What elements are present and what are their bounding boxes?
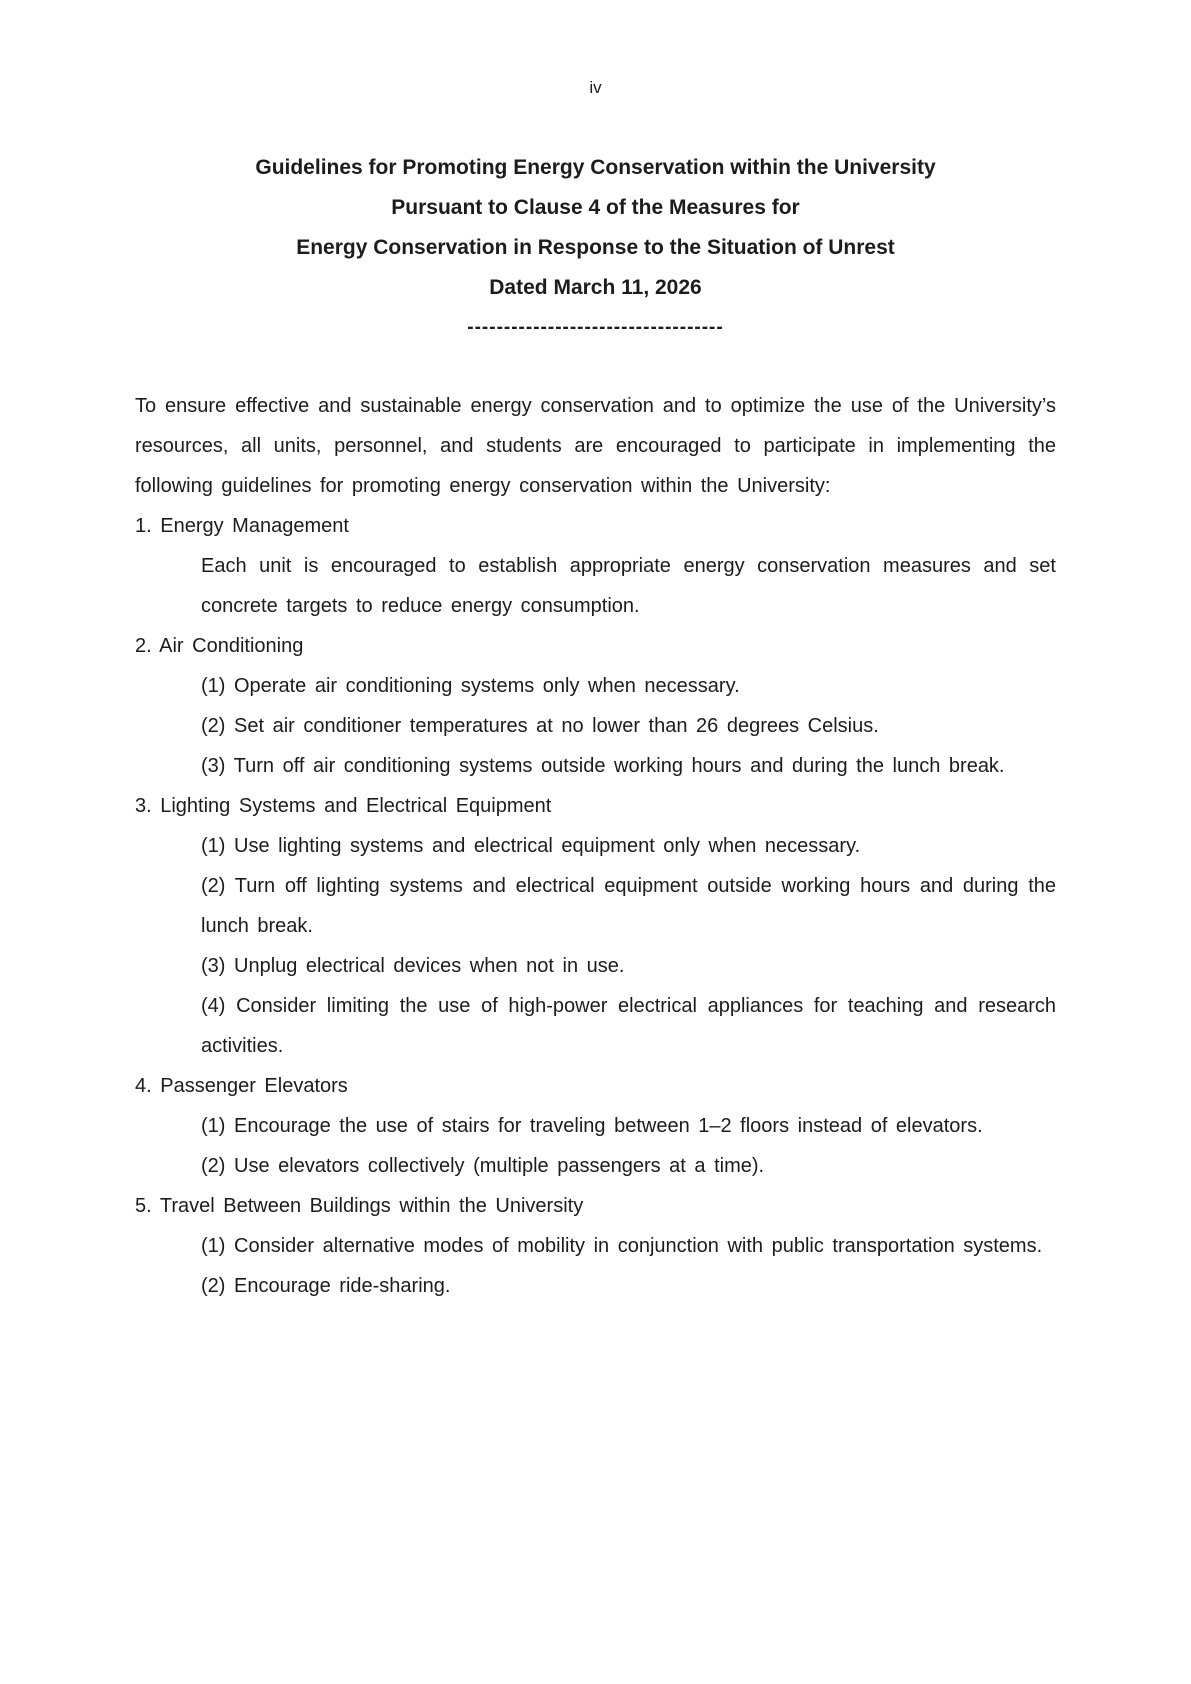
section-item: (4) Consider limiting the use of high-power electrical appliances for teaching and research activities. — [201, 995, 1056, 1057]
page-number: iv — [589, 78, 602, 97]
section-item: (1) Consider alternative modes of mobility in conjunction with public transportation systems. — [201, 1235, 1043, 1257]
title-line-3: Energy Conservation in Response to the Situation of Unrest — [296, 236, 895, 259]
section-item: (2) Set air conditioner temperatures at no lower than 26 degrees Celsius. — [201, 715, 879, 737]
section-item: (3) Turn off air conditioning systems outside working hours and during the lunch break. — [201, 755, 1005, 777]
section-heading: 1. Energy Management — [135, 515, 349, 537]
document-body — [135, 386, 1056, 1306]
section-item: (2) Encourage ride-sharing. — [201, 1275, 451, 1297]
section-passenger-elevators — [135, 1066, 1056, 1186]
section-item: (2) Use elevators collectively (multiple passengers at a time). — [201, 1155, 765, 1177]
section-heading: 2. Air Conditioning — [135, 635, 304, 657]
section-item: (1) Operate air conditioning systems only when necessary. — [201, 675, 740, 697]
title-line-1: Guidelines for Promoting Energy Conservation within the University — [255, 156, 936, 179]
intro-paragraph: To ensure effective and sustainable energy conservation and to optimize the use of the University’s resources, all units, personnel, and students are encouraged to participate in implementing the following guidelines for promoting energy conservation within the University: — [135, 395, 1056, 497]
section-heading: 5. Travel Between Buildings within the University — [135, 1195, 584, 1217]
section-item: (1) Use lighting systems and electrical equipment only when necessary. — [201, 835, 861, 857]
section-travel-between-buildings — [135, 1186, 1056, 1306]
section-air-conditioning — [135, 626, 1056, 786]
title-line-2: Pursuant to Clause 4 of the Measures for — [391, 196, 800, 219]
section-heading: 3. Lighting Systems and Electrical Equipment — [135, 795, 552, 817]
section-item: Each unit is encouraged to establish appropriate energy conservation measures and set concrete targets to reduce energy consumption. — [201, 555, 1056, 617]
section-item: (2) Turn off lighting systems and electrical equipment outside working hours and during the lunch break. — [201, 875, 1056, 937]
section-lighting-systems — [135, 786, 1056, 1066]
section-item: (3) Unplug electrical devices when not in use. — [201, 955, 625, 977]
dashed-separator: ----------------------------------- — [467, 317, 724, 338]
section-energy-management — [135, 506, 1056, 626]
section-item: (1) Encourage the use of stairs for traveling between 1–2 floors instead of elevators. — [201, 1115, 983, 1137]
document-title — [135, 148, 1056, 308]
title-line-4: Dated March 11, 2026 — [489, 276, 702, 299]
section-heading: 4. Passenger Elevators — [135, 1075, 348, 1097]
